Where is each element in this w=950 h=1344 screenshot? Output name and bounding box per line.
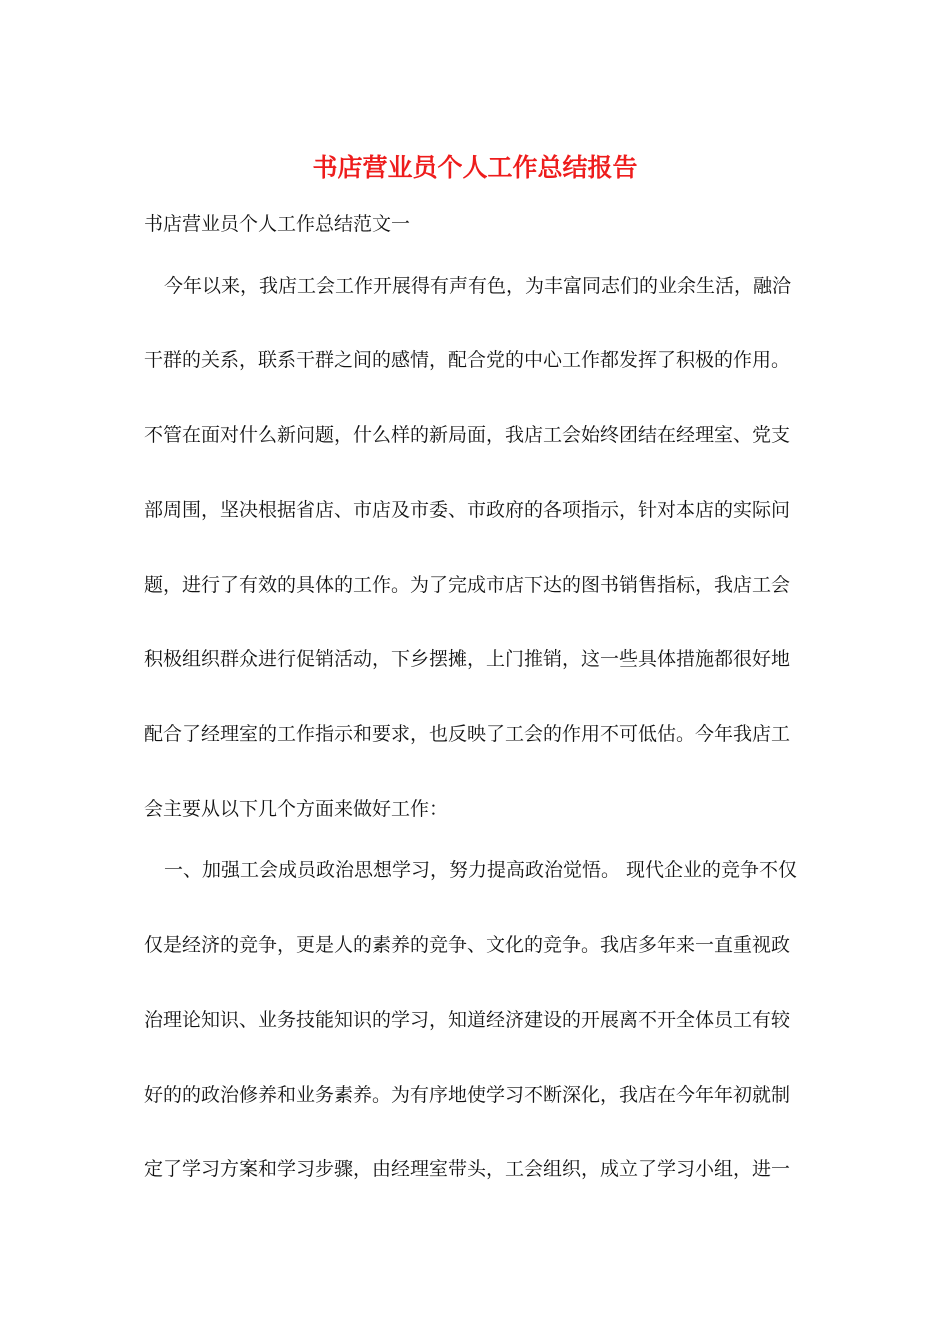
paragraph-line: 不管在面对什么新问题，什么样的新局面，我店工会始终团结在经理室、党支 <box>144 424 791 446</box>
document-subtitle: 书店营业员个人工作总结范文一 <box>144 213 411 235</box>
paragraph-line: 好的的政治修养和业务素养。为有序地使学习不断深化，我店在今年年初就制 <box>144 1084 791 1106</box>
paragraph-line: 积极组织群众进行促销活动，下乡摆摊，上门推销，这一些具体措施都很好地 <box>144 648 791 670</box>
paragraph-line: 今年以来，我店工会工作开展得有声有色，为丰富同志们的业余生活，融洽 <box>164 275 792 297</box>
paragraph-line: 配合了经理室的工作指示和要求，也反映了工会的作用不可低估。今年我店工 <box>144 723 791 745</box>
paragraph-line: 题，进行了有效的具体的工作。为了完成市店下达的图书销售指标，我店工会 <box>144 574 791 596</box>
paragraph-line: 一、加强工会成员政治思想学习，努力提高政治觉悟。 现代企业的竞争不仅 <box>164 859 798 881</box>
paragraph-line: 仅是经济的竞争，更是人的素养的竞争、文化的竞争。我店多年来一直重视政 <box>144 934 791 956</box>
document-title: 书店营业员个人工作总结报告 <box>312 153 638 182</box>
paragraph-line: 定了学习方案和学习步骤，由经理室带头，工会组织，成立了学习小组，进一 <box>144 1158 791 1180</box>
paragraph-line: 干群的关系，联系干群之间的感情，配合党的中心工作都发挥了积极的作用。 <box>144 349 791 371</box>
paragraph-line: 部周围，坚决根据省店、市店及市委、市政府的各项指示，针对本店的实际问 <box>144 499 791 521</box>
paragraph-line: 会主要从以下几个方面来做好工作： <box>144 798 449 820</box>
paragraph-line: 治理论知识、业务技能知识的学习，知道经济建设的开展离不开全体员工有较 <box>144 1009 791 1031</box>
